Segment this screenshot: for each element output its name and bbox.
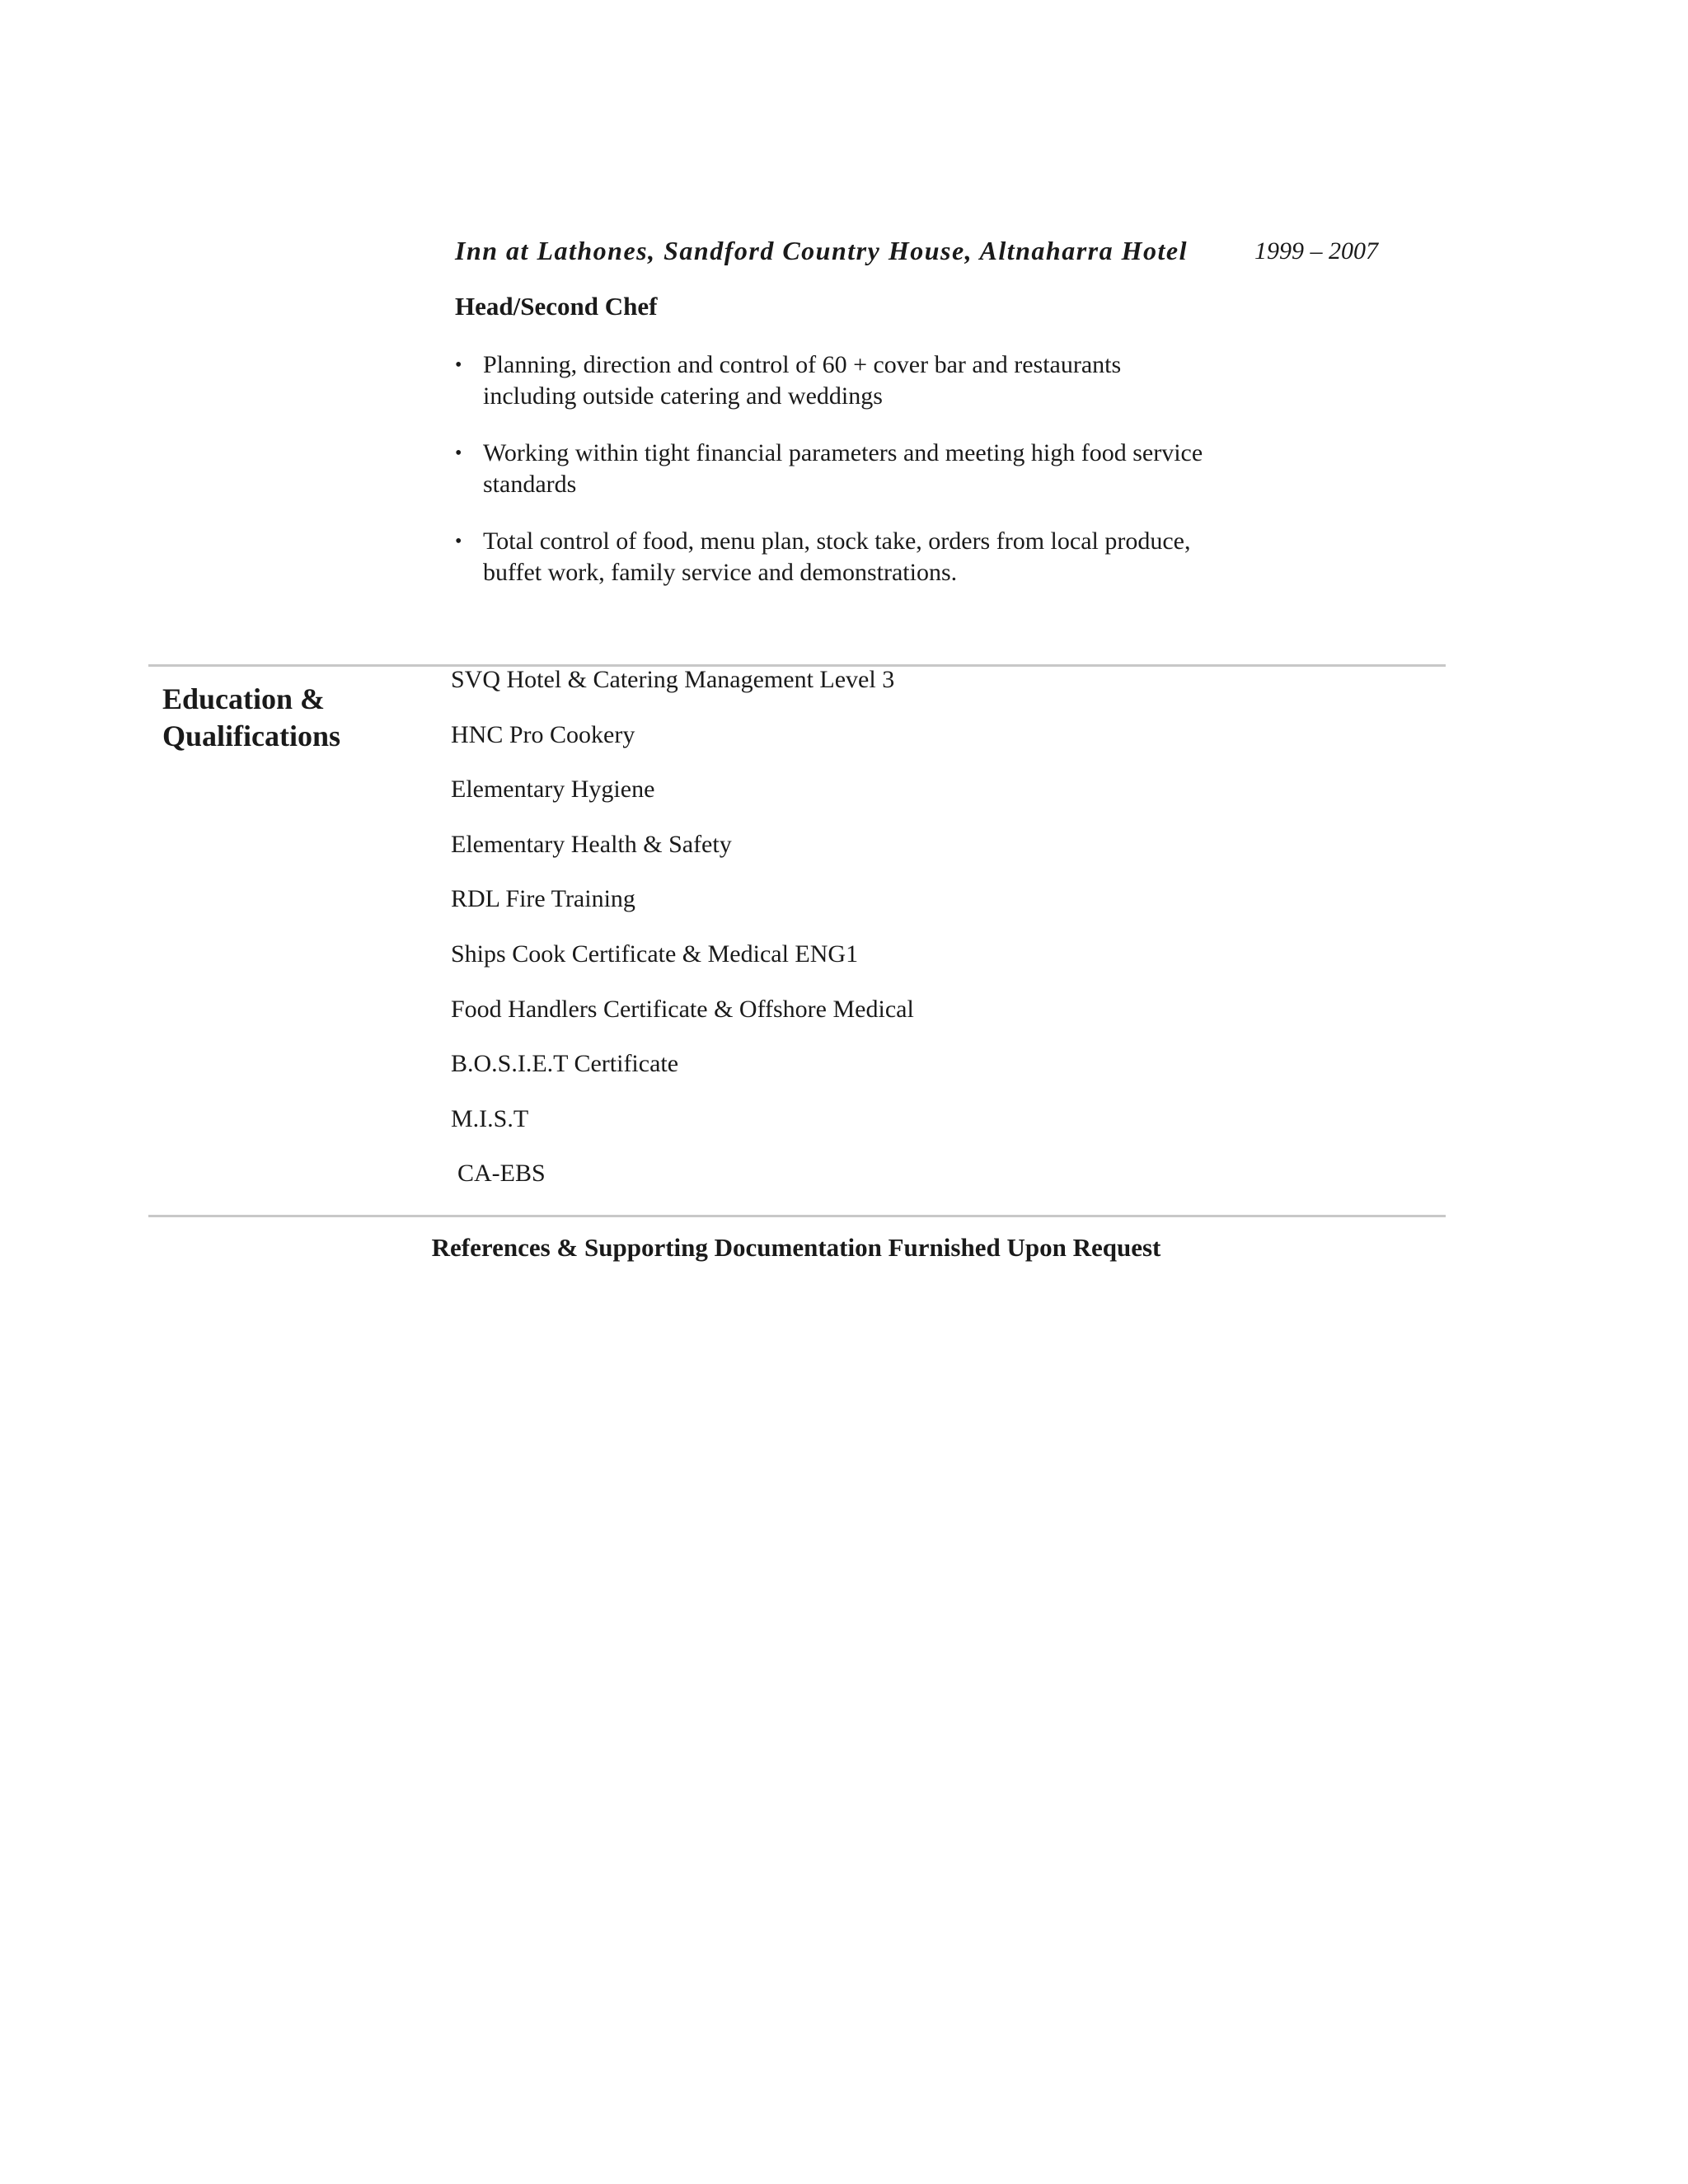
bullet-icon: • <box>455 354 462 376</box>
references-note: References & Supporting Documentation Furnished Upon Request <box>431 1233 1161 1262</box>
responsibility-text: Working within tight financial parameters and meeting high food service standards <box>483 439 1203 498</box>
responsibilities-list <box>455 349 1213 614</box>
bullet-icon: • <box>455 531 462 552</box>
qualifications-list <box>451 666 914 1215</box>
qualification-item: B.O.S.I.E.T Certificate <box>451 1050 679 1078</box>
section-divider <box>148 1215 1446 1217</box>
qualification-item: CA-EBS <box>457 1160 546 1188</box>
section-title-line: Education & <box>162 682 326 715</box>
responsibility-item <box>455 526 1213 588</box>
employer-name: Inn at Lathones, Sandford Country House, Altnaharra Hotel <box>455 236 1188 265</box>
qualification-item: HNC Pro Cookery <box>451 720 635 748</box>
qualification-item: M.I.S.T <box>451 1104 529 1132</box>
education-section-title <box>162 681 377 755</box>
qualification-item: Food Handlers Certificate & Offshore Medical <box>451 995 914 1023</box>
qualification-item: RDL Fire Training <box>451 885 635 913</box>
responsibility-text: Total control of food, menu plan, stock take, orders from local produce, buffet work, family service and demonstrations. <box>483 527 1191 586</box>
section-title-line: Qualifications <box>162 719 341 752</box>
responsibility-item <box>455 349 1213 412</box>
qualification-item: Ships Cook Certificate & Medical ENG1 <box>451 940 859 968</box>
bullet-icon: • <box>455 443 462 464</box>
qualification-item: SVQ Hotel & Catering Management Level 3 <box>451 666 895 693</box>
responsibility-text: Planning, direction and control of 60 + cover bar and restaurants including outside catering and weddings <box>483 351 1122 410</box>
qualification-item: Elementary Health & Safety <box>451 830 732 858</box>
employment-dates: 1999 – 2007 <box>1254 237 1378 265</box>
qualification-item: Elementary Hygiene <box>451 776 655 804</box>
job-title: Head/Second Chef <box>455 292 658 321</box>
responsibility-item <box>455 438 1213 500</box>
